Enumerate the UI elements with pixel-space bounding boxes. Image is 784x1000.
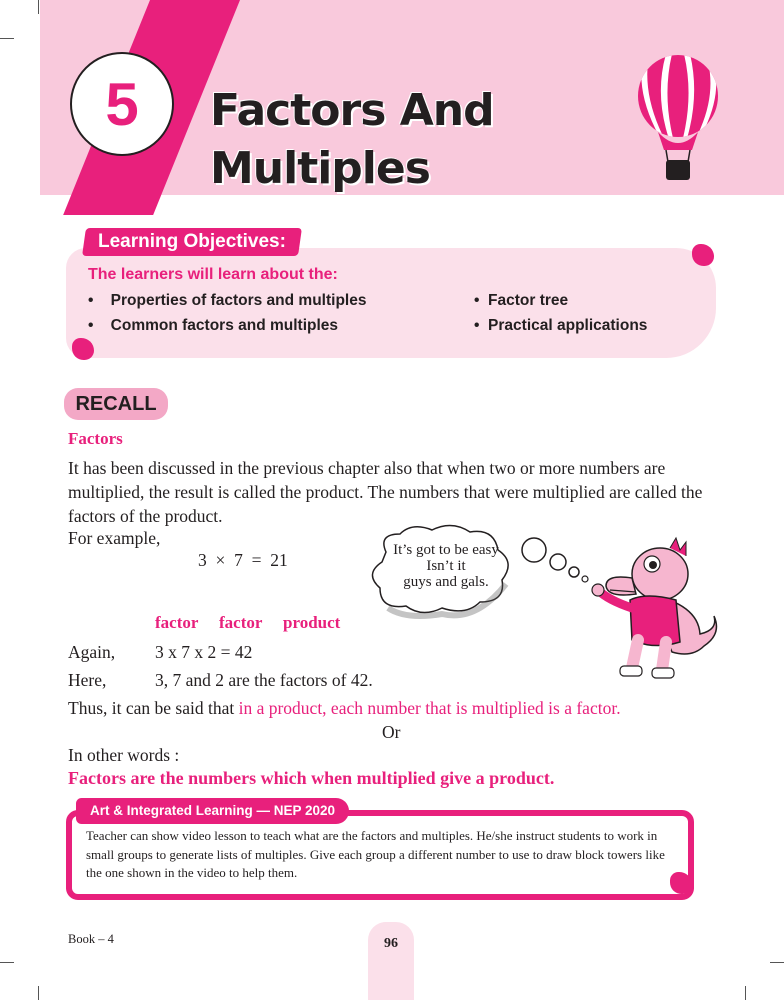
here-value: 3, 7 and 2 are the factors of 42. xyxy=(155,670,373,690)
factors-definition: Factors are the numbers which when multiplied give a product. xyxy=(68,768,555,788)
thus-highlight: in a product, each number that is multiplied is a factor. xyxy=(238,698,621,718)
crop-mark xyxy=(0,38,14,39)
chapter-title-line1: Factors And xyxy=(210,85,494,136)
objective-text: Common factors and multiples xyxy=(110,317,339,334)
recall-tag: RECALL xyxy=(64,388,168,420)
hot-air-balloon-icon xyxy=(636,54,720,184)
again-label: Again, xyxy=(68,642,116,662)
crop-mark xyxy=(38,0,39,14)
objectives-intro: The learners will learn about the: xyxy=(88,266,338,283)
page-number-tab xyxy=(368,922,414,1000)
nep-text: Teacher can show video lesson to teach what are the factors and multiples. He/she instruct students to work in small groups to generate lists of multiples. Give each group a different number to use to draw block towers like the one shown in the video to help them. xyxy=(86,828,665,880)
decorative-blob xyxy=(670,872,692,894)
learning-objectives-tag xyxy=(82,228,302,256)
thus-start: Thus, it can be said that xyxy=(68,698,239,718)
learning-objectives-label: Learning Objectives: xyxy=(98,231,286,252)
or-text: Or xyxy=(382,722,401,742)
objective-text: Factor tree xyxy=(488,292,569,309)
speech-cloud-text xyxy=(376,542,516,590)
product-label: product xyxy=(283,613,341,632)
dinosaur-mascot-icon xyxy=(588,534,718,684)
crop-mark xyxy=(770,962,784,963)
again-value: 3 x 7 x 2 = 42 xyxy=(155,642,253,662)
speech-line: Isn’t it xyxy=(426,558,466,574)
other-words-text: In other words : xyxy=(68,745,180,765)
objective-text: Properties of factors and multiples xyxy=(110,292,367,309)
objective-item: • Factor tree xyxy=(474,292,569,309)
crop-mark xyxy=(0,962,14,963)
objective-item: • Common factors and multiples xyxy=(88,317,339,334)
chapter-title xyxy=(210,82,570,198)
speech-line: It’s got to be easy xyxy=(393,542,499,558)
factor-label: factor xyxy=(219,613,263,632)
crop-mark xyxy=(745,986,746,1000)
for-example-text: For example, xyxy=(68,528,161,548)
factors-heading: Factors xyxy=(68,429,123,448)
chapter-title-line2: Multiples xyxy=(210,143,430,194)
chapter-number-badge xyxy=(70,52,174,156)
here-label: Here, xyxy=(68,670,107,690)
thus-sentence xyxy=(68,698,621,719)
crop-mark xyxy=(38,986,39,1000)
objective-text: Practical applications xyxy=(488,317,648,334)
speech-line: guys and gals. xyxy=(403,574,489,590)
objective-item: • Practical applications xyxy=(474,317,648,334)
page-number: 96 xyxy=(384,936,398,951)
recall-paragraph: It has been discussed in the previous chapter also that when two or more numbers are multiplied, the result is called the product. The numbers that were multiplied are called the factors of the product. xyxy=(68,458,703,526)
objective-item: • Properties of factors and multiples xyxy=(88,292,367,309)
book-label: Book – 4 xyxy=(68,932,114,946)
nep-tag: Art & Integrated Learning — NEP 2020 xyxy=(76,798,349,824)
factor-label: factor xyxy=(155,613,199,632)
decorative-blob xyxy=(692,244,714,266)
example-equation: 3 × 7 = 21 xyxy=(198,550,288,570)
chapter-number: 5 xyxy=(105,70,139,138)
decorative-blob xyxy=(72,338,94,360)
